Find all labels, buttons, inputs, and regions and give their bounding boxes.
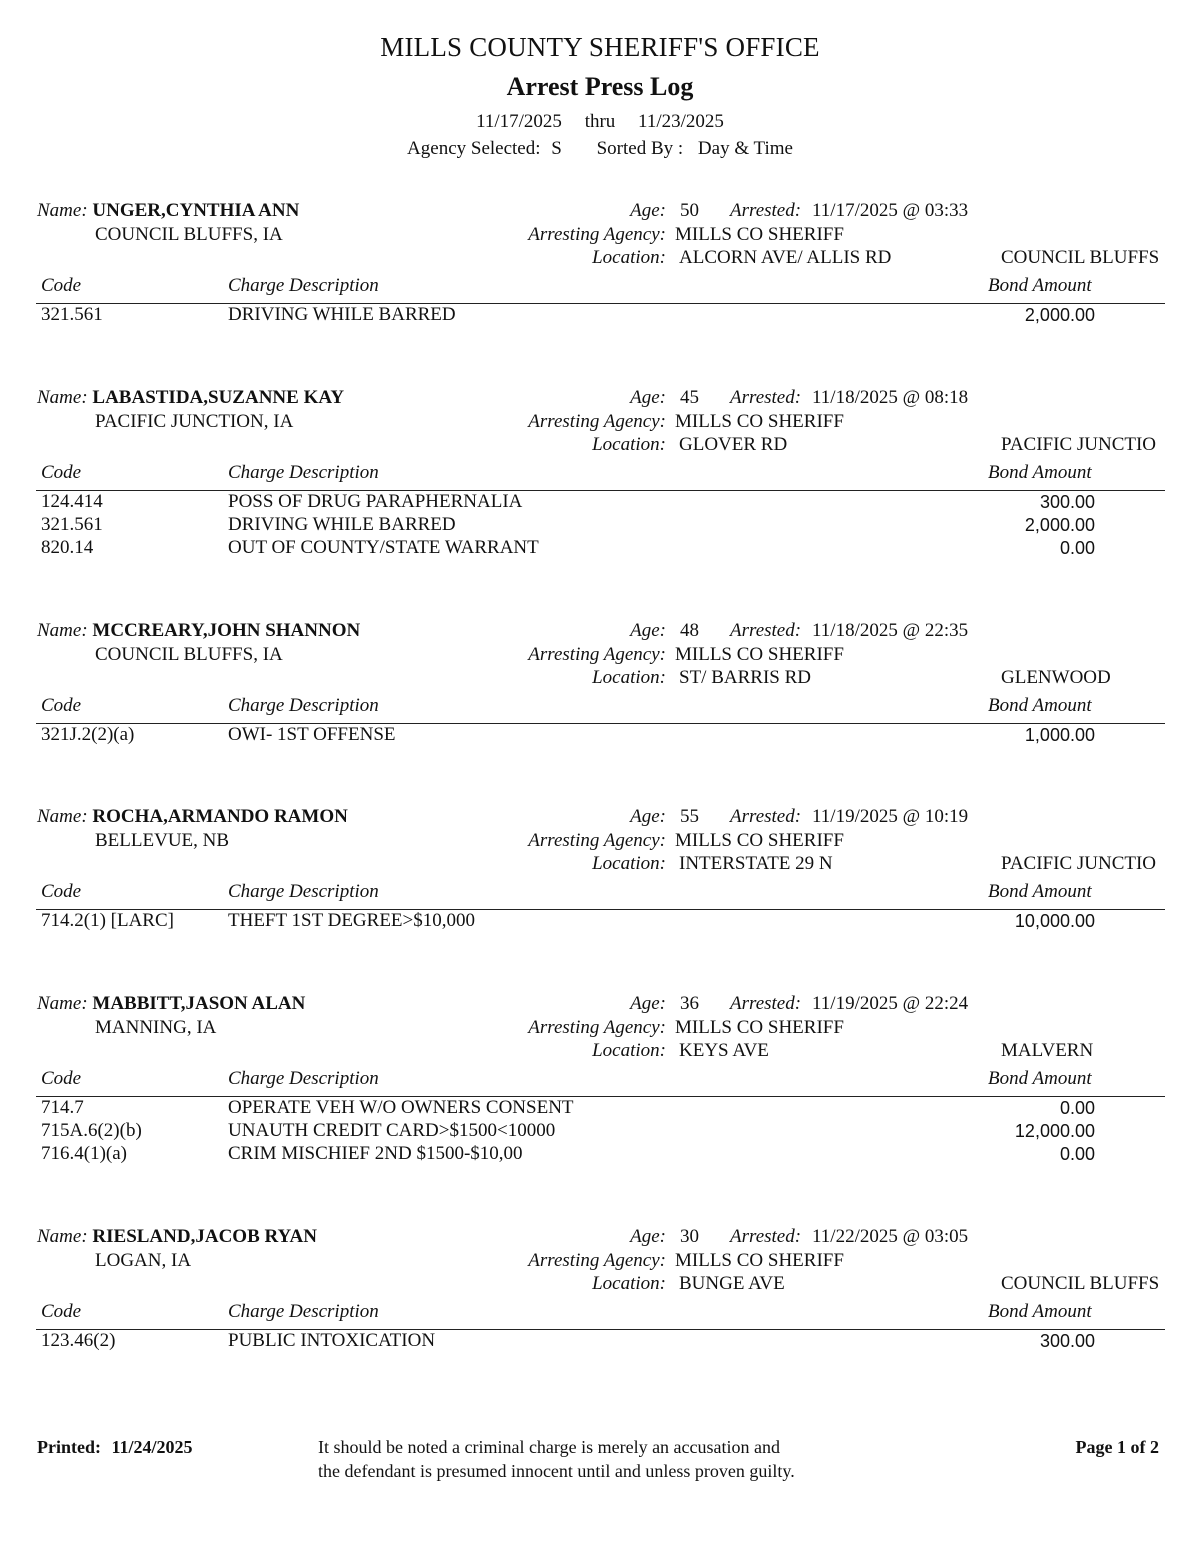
arresting-agency: MILLS CO SHERIFF <box>675 644 844 665</box>
code-header: Code <box>41 1301 82 1322</box>
arrestee-residence: PACIFIC JUNCTION, IA <box>95 411 294 432</box>
agency-value: S <box>551 138 562 159</box>
description-header: Charge Description <box>228 881 379 902</box>
charge-description: OUT OF COUNTY/STATE WARRANT <box>228 537 539 558</box>
age-label: Age: <box>630 387 666 408</box>
bond-amount: 300.00 <box>1039 492 1095 512</box>
arrestee-name: UNGER,CYNTHIA ANN <box>92 200 300 221</box>
charge-code: 321.561 <box>41 514 103 535</box>
location-label: Location: <box>592 667 666 688</box>
header-divider <box>36 1096 1165 1097</box>
arrestee-age: 55 <box>680 806 699 827</box>
office-title: MILLS COUNTY SHERIFF'S OFFICE <box>380 32 820 62</box>
arrest-location: KEYS AVE <box>679 1040 769 1061</box>
agency-label: Agency Selected: <box>407 138 541 159</box>
arrested-label: Arrested: <box>730 993 802 1014</box>
bond-header: Bond Amount <box>988 881 1092 902</box>
agency-label: Arresting Agency: <box>528 644 666 665</box>
name-label: Name: <box>37 1226 88 1247</box>
arrest-record <box>0 993 1200 1183</box>
printed-info <box>37 1437 193 1458</box>
agency-label: Arresting Agency: <box>528 1017 666 1038</box>
arrest-location: INTERSTATE 29 N <box>679 853 833 874</box>
date-thru-label: thru <box>584 111 616 132</box>
arrestee-age: 50 <box>680 200 699 221</box>
code-header: Code <box>41 695 82 716</box>
arrestee-residence: MANNING, IA <box>95 1017 217 1038</box>
arrest-city: GLENWOOD <box>1001 667 1111 688</box>
date-to: 11/23/2025 <box>638 111 724 132</box>
bond-amount: 2,000.00 <box>1024 305 1095 325</box>
arrest-record <box>0 806 1200 996</box>
name-line <box>37 620 360 642</box>
bond-amount: 300.00 <box>1039 1331 1095 1351</box>
arrest-record <box>0 620 1200 810</box>
bond-amount: 12,000.00 <box>1014 1121 1095 1141</box>
code-header: Code <box>41 1068 82 1089</box>
charge-code: 123.46(2) <box>41 1330 116 1351</box>
location-label: Location: <box>592 434 666 455</box>
charge-description: DRIVING WHILE BARRED <box>228 514 456 535</box>
arrest-datetime: 11/17/2025 @ 03:33 <box>812 200 969 221</box>
age-label: Age: <box>630 200 666 221</box>
notice-line-2: the defendant is presumed innocent until and unless proven guilty. <box>318 1461 795 1481</box>
name-line <box>37 806 348 828</box>
arrest-record <box>0 387 1200 577</box>
bond-header: Bond Amount <box>988 275 1092 296</box>
arrestee-age: 48 <box>680 620 699 641</box>
charge-description: DRIVING WHILE BARRED <box>228 304 456 325</box>
charge-code: 714.7 <box>41 1097 84 1118</box>
charge-code: 321.561 <box>41 304 103 325</box>
arrest-city: MALVERN <box>1001 1040 1094 1061</box>
date-from: 11/17/2025 <box>476 111 562 132</box>
age-label: Age: <box>630 806 666 827</box>
arrest-datetime: 11/18/2025 @ 22:35 <box>812 620 969 641</box>
arrest-location: GLOVER RD <box>679 434 788 455</box>
arrestee-name: MABBITT,JASON ALAN <box>92 993 306 1014</box>
description-header: Charge Description <box>228 275 379 296</box>
arrested-label: Arrested: <box>730 806 802 827</box>
arrest-datetime: 11/18/2025 @ 08:18 <box>812 387 969 408</box>
bond-amount: 1,000.00 <box>1024 725 1095 745</box>
bond-amount: 0.00 <box>1059 1098 1095 1118</box>
code-header: Code <box>41 881 82 902</box>
charge-description: POSS OF DRUG PARAPHERNALIA <box>228 491 523 512</box>
description-header: Charge Description <box>228 1068 379 1089</box>
agency-label: Arresting Agency: <box>528 1250 666 1271</box>
charge-code: 714.2(1) [LARC] <box>41 910 174 931</box>
arrest-city: COUNCIL BLUFFS <box>1001 247 1160 268</box>
notice-line-1: It should be noted a criminal charge is merely an accusation and <box>318 1437 781 1457</box>
arrestee-residence: COUNCIL BLUFFS, IA <box>95 224 283 245</box>
charge-code: 716.4(1)(a) <box>41 1143 127 1164</box>
arrestee-age: 45 <box>680 387 699 408</box>
name-label: Name: <box>37 620 88 641</box>
report-filters <box>0 138 1200 160</box>
header-divider <box>36 303 1165 304</box>
header-divider <box>36 909 1165 910</box>
arresting-agency: MILLS CO SHERIFF <box>675 1017 844 1038</box>
bond-amount: 0.00 <box>1059 1144 1095 1164</box>
name-label: Name: <box>37 387 88 408</box>
header-divider <box>36 723 1165 724</box>
arrestee-residence: COUNCIL BLUFFS, IA <box>95 644 283 665</box>
name-label: Name: <box>37 806 88 827</box>
bond-amount: 2,000.00 <box>1024 515 1095 535</box>
age-label: Age: <box>630 993 666 1014</box>
bond-header: Bond Amount <box>988 1301 1092 1322</box>
arresting-agency: MILLS CO SHERIFF <box>675 224 844 245</box>
charge-description: OPERATE VEH W/O OWNERS CONSENT <box>228 1097 574 1118</box>
arrest-city: COUNCIL BLUFFS <box>1001 1273 1160 1294</box>
arrest-record <box>0 1226 1200 1416</box>
charge-code: 715A.6(2)(b) <box>41 1120 142 1141</box>
charge-description: PUBLIC INTOXICATION <box>228 1330 436 1351</box>
arrestee-name: RIESLAND,JACOB RYAN <box>92 1226 317 1247</box>
age-label: Age: <box>630 620 666 641</box>
name-line <box>37 1226 317 1248</box>
agency-label: Arresting Agency: <box>528 224 666 245</box>
charge-code: 124.414 <box>41 491 103 512</box>
charge-description: OWI- 1ST OFFENSE <box>228 724 396 745</box>
arresting-agency: MILLS CO SHERIFF <box>675 830 844 851</box>
location-label: Location: <box>592 853 666 874</box>
location-label: Location: <box>592 1040 666 1061</box>
arrest-location: BUNGE AVE <box>679 1273 785 1294</box>
arrest-city: PACIFIC JUNCTIO <box>1001 434 1157 455</box>
arrest-city: PACIFIC JUNCTIO <box>1001 853 1157 874</box>
description-header: Charge Description <box>228 695 379 716</box>
agency-label: Arresting Agency: <box>528 830 666 851</box>
bond-header: Bond Amount <box>988 1068 1092 1089</box>
age-label: Age: <box>630 1226 666 1247</box>
arrested-label: Arrested: <box>730 200 802 221</box>
name-label: Name: <box>37 200 88 221</box>
charge-description: THEFT 1ST DEGREE>$10,000 <box>228 910 475 931</box>
header-divider <box>36 490 1165 491</box>
arrestee-residence: LOGAN, IA <box>95 1250 192 1271</box>
bond-header: Bond Amount <box>988 462 1092 483</box>
arrestee-name: MCCREARY,JOHN SHANNON <box>92 620 361 641</box>
arrestee-name: ROCHA,ARMANDO RAMON <box>92 806 348 827</box>
bond-amount: 10,000.00 <box>1014 911 1095 931</box>
arrested-label: Arrested: <box>730 1226 802 1247</box>
printed-label: Printed: <box>37 1437 101 1457</box>
charge-code: 321J.2(2)(a) <box>41 724 135 745</box>
name-line <box>37 200 299 222</box>
charge-description: CRIM MISCHIEF 2ND $1500-$10,00 <box>228 1143 523 1164</box>
description-header: Charge Description <box>228 1301 379 1322</box>
page-number: Page 1 of 2 <box>1075 1437 1159 1457</box>
location-label: Location: <box>592 247 666 268</box>
location-label: Location: <box>592 1273 666 1294</box>
bond-amount: 0.00 <box>1059 538 1095 558</box>
name-label: Name: <box>37 993 88 1014</box>
date-range <box>0 111 1200 133</box>
arrestee-age: 30 <box>680 1226 699 1247</box>
name-line <box>37 993 305 1015</box>
code-header: Code <box>41 462 82 483</box>
arrest-record <box>0 200 1200 390</box>
code-header: Code <box>41 275 82 296</box>
charge-code: 820.14 <box>41 537 94 558</box>
header-divider <box>36 1329 1165 1330</box>
arrest-datetime: 11/19/2025 @ 22:24 <box>812 993 969 1014</box>
arrestee-age: 36 <box>680 993 699 1014</box>
charge-description: UNAUTH CREDIT CARD>$1500<10000 <box>228 1120 556 1141</box>
printed-date: 11/24/2025 <box>111 1437 193 1457</box>
arrested-label: Arrested: <box>730 387 802 408</box>
report-title: Arrest Press Log <box>506 72 694 101</box>
sort-label: Sorted By : <box>596 138 684 159</box>
sort-value: Day & Time <box>697 138 793 159</box>
name-line <box>37 387 344 409</box>
arresting-agency: MILLS CO SHERIFF <box>675 1250 844 1271</box>
bond-header: Bond Amount <box>988 695 1092 716</box>
agency-label: Arresting Agency: <box>528 411 666 432</box>
arrestee-residence: BELLEVUE, NB <box>95 830 230 851</box>
description-header: Charge Description <box>228 462 379 483</box>
arresting-agency: MILLS CO SHERIFF <box>675 411 844 432</box>
arrest-location: ST/ BARRIS RD <box>679 667 811 688</box>
arrested-label: Arrested: <box>730 620 802 641</box>
arrest-datetime: 11/22/2025 @ 03:05 <box>812 1226 969 1247</box>
arrestee-name: LABASTIDA,SUZANNE KAY <box>92 387 345 408</box>
arrest-datetime: 11/19/2025 @ 10:19 <box>812 806 969 827</box>
arrest-location: ALCORN AVE/ ALLIS RD <box>679 247 892 268</box>
